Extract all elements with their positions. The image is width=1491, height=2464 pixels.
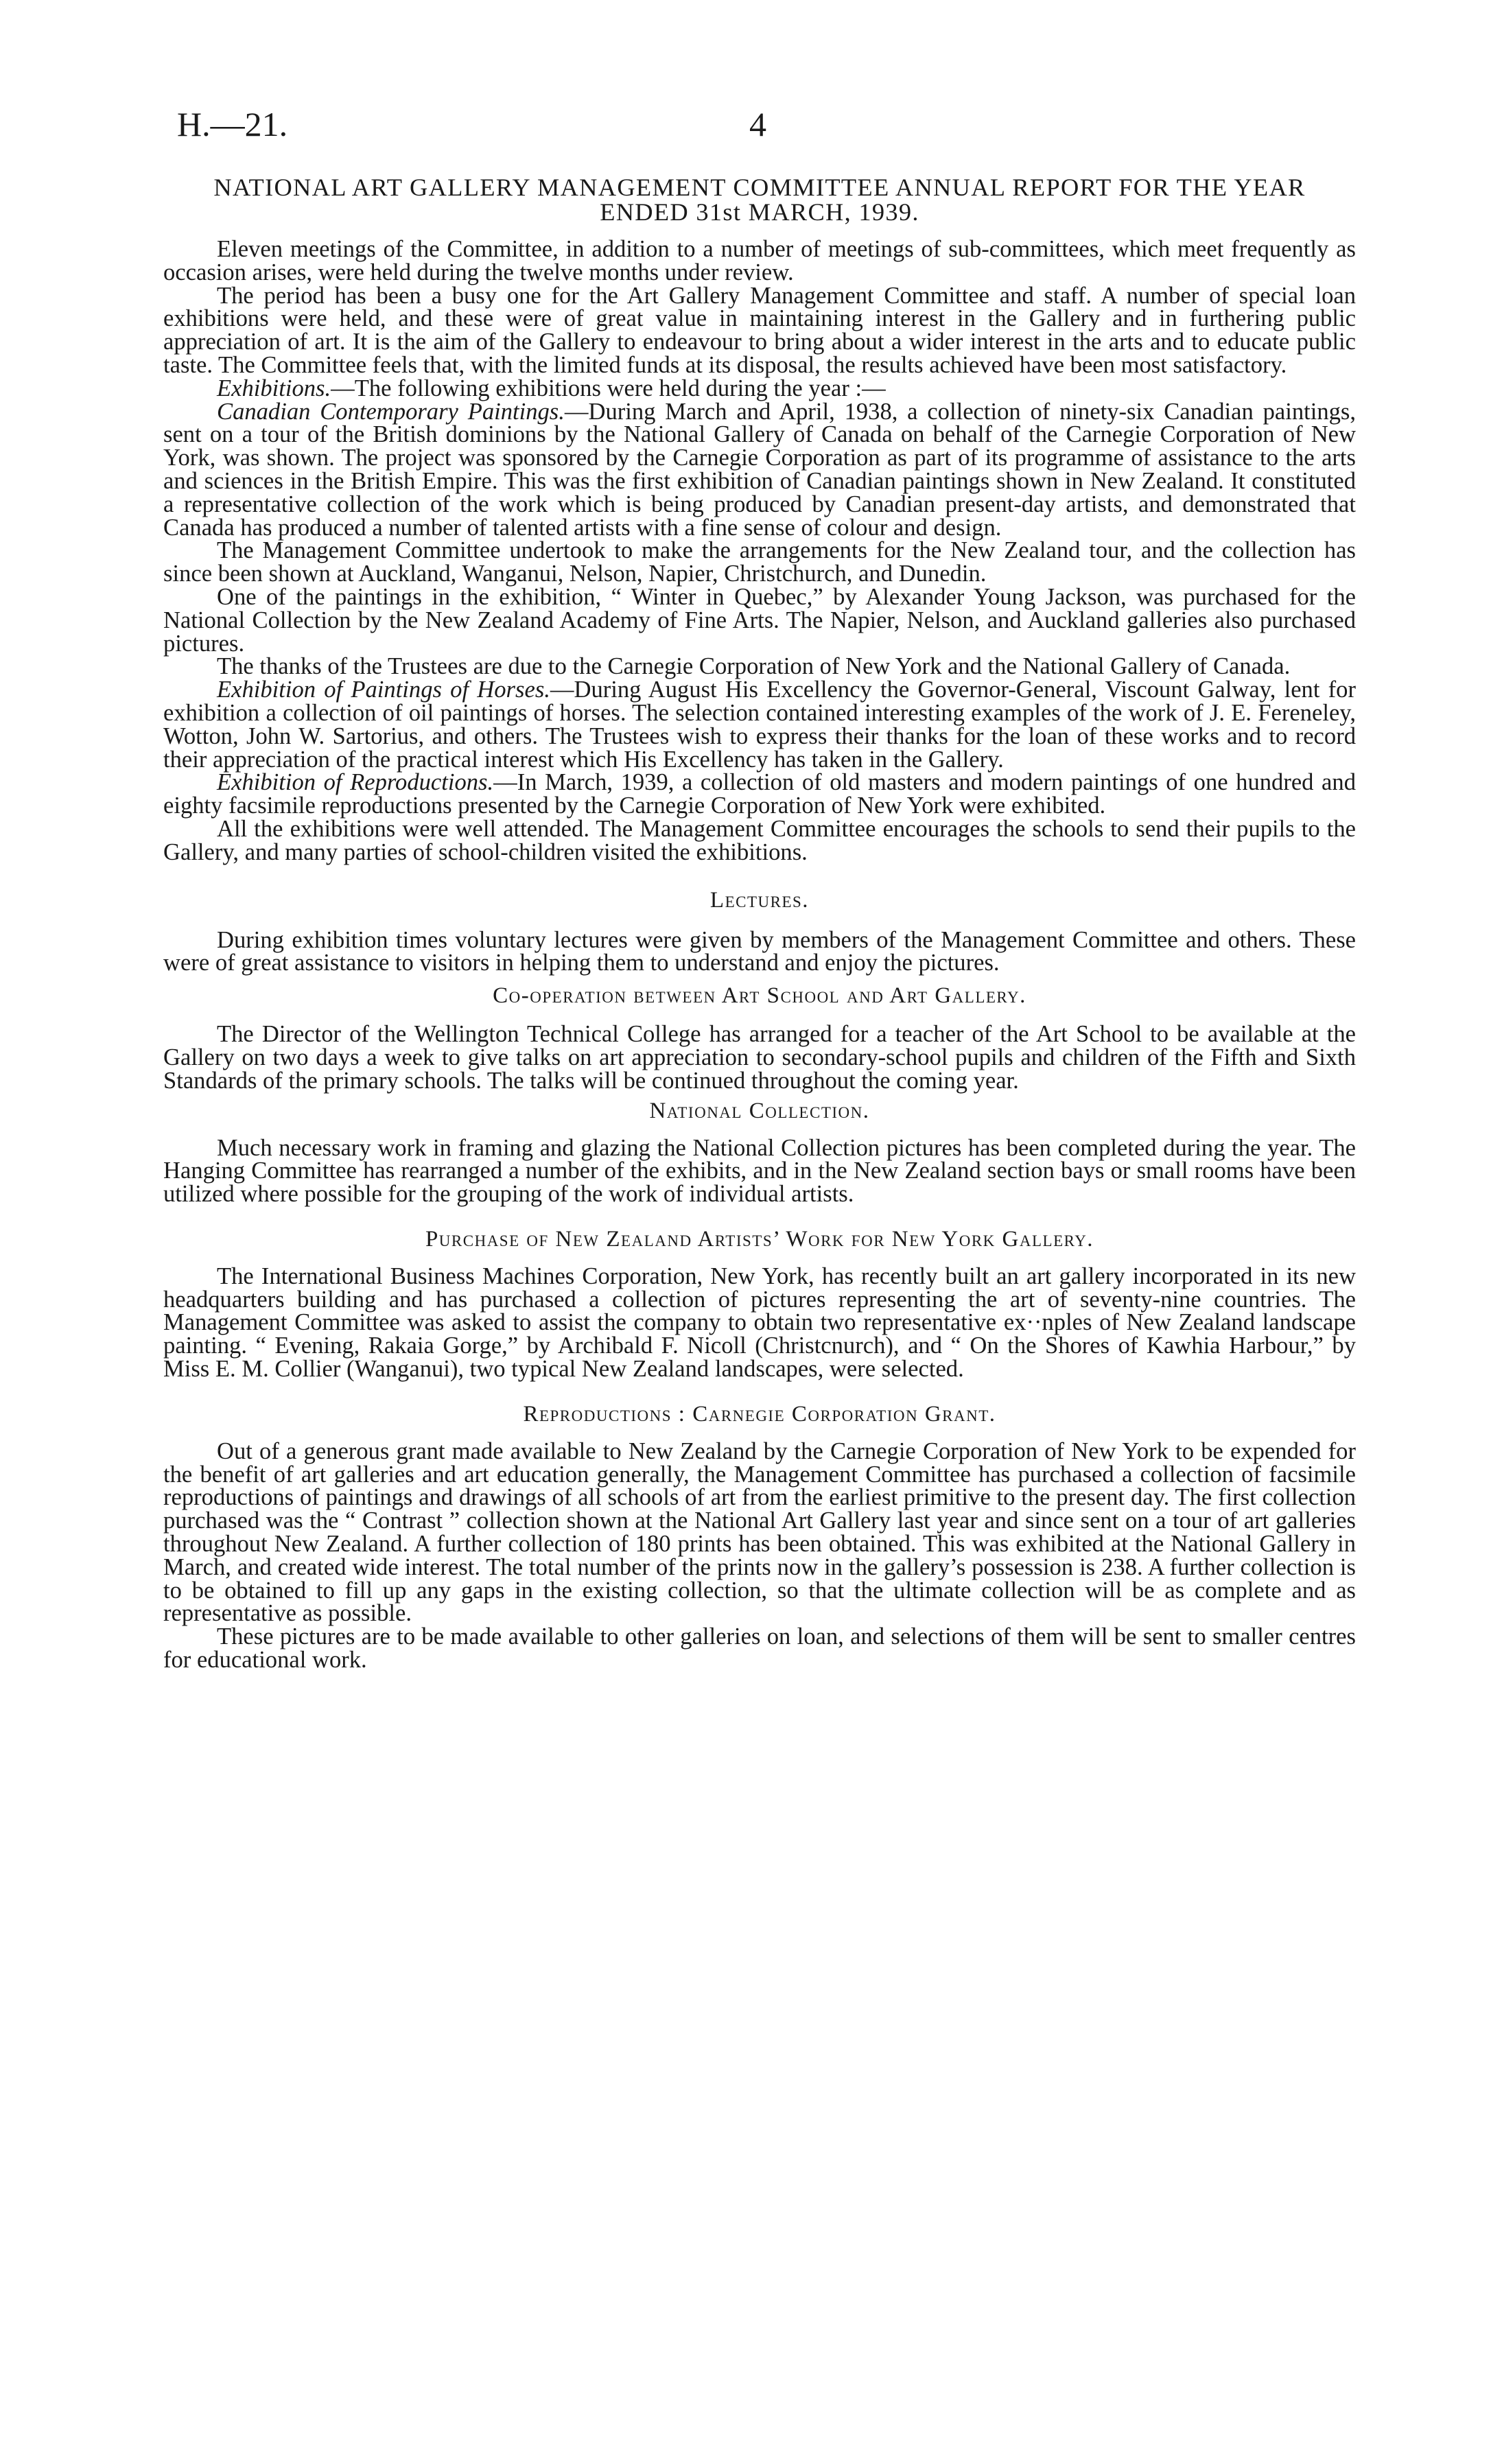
report-body [163,175,1356,1672]
paragraph-national-collection: Much necessary work in framing and glazing the National Collection pictures has been completed during the year. The Hanging Committee has rearranged a number of the exhibits, and in the New Zealand section bays or small rooms have been utilized where possible for the grouping of the work of individual artists. [163,1134,1356,1208]
paragraph-canadian-paintings [163,398,1357,541]
report-title: NATIONAL ART GALLERY MANAGEMENT COMMITTEE ANNUAL REPORT FOR THE YEAR ENDED 31st MARCH, 1939. [213,174,1306,226]
run-in-heading-exhibitions: Exhibitions. [217,375,331,401]
section-heading-national-collection: National Collection. [649,1098,870,1123]
section-heading-cooperation: Co-operation between Art School and Art Gallery. [493,983,1026,1009]
section-heading-purchase: Purchase of New Zealand Artists’ Work for New York Gallery. [425,1226,1094,1252]
paragraph-thanks: The thanks of the Trustees are due to the Carnegie Corporation of New York and the National Gallery of Canada. [217,653,1291,680]
running-head [177,104,1357,152]
paragraph-loans: These pictures are to be made available to other galleries on loan, and selections of them will be sent to smaller centres for educational work. [163,1623,1356,1674]
section-heading-reproductions: Reproductions : Carnegie Corporation Grant. [523,1401,996,1427]
paragraph-text: —The following exhibitions were held during the year :— [331,375,886,401]
paragraph-reproductions-exhibition [163,771,1356,818]
document-number: H.—21. [177,105,288,143]
paragraph-text: —During March and April, 1938, a collection of ninety-six Canadian paintings, sent on a tour of the British dominions by the National Gallery of Canada on behalf of the Carnegie Corporation of New York, was shown. The project was sponsored by the Carnegie Corporation as part of its programme of assistance to the arts and sciences in the British Empire. This was the first exhibition of Canadian paintings shown in New Zealand. It constituted a representative collection of the work which is being produced by Canadian present-day artists, and demonstrated that Canada has produced a number of talented artists with a fine sense of colour and design. [163,398,1357,541]
paragraph-winter-in-quebec: One of the paintings in the exhibition, “ Winter in Quebec,” by Alexander Young Jackson, was purchased for the National Collection by the New Zealand Academy of Fine Arts. The Napier, Nelson, and Auckland galleries also purchased pictures. [163,583,1356,657]
section-heading-lectures: Lectures. [709,887,810,913]
paragraph-text: —During August His Excellency the Governor-General, Viscount Galway, lent for exhibition a collection of oil paintings of horses. The selection contained interesting examples of the work of J. E. Fereneley, Wotton, John W. Sartorius, and others. The Trustees wish to express their thanks for the loan of these works and to record their appreciation of the practical interest which His Excellency has taken in the Gallery. [163,677,1356,773]
page-number: 4 [749,105,766,143]
paragraph-busy-period: The period has been a busy one for the Art Gallery Management Committee and staff. A number of special loan exhibitions were held, and these were of great value in maintaining interest in the Gallery and in furthering public appreciation of art. It is the aim of the Gallery to endeavour to bring about a wider interest in the arts and to educate public taste. The Committee feels that, with the limited funds at its disposal, the results achieved have been most satisfactory. [163,282,1356,378]
paragraph-text: —In March, 1939, a collection of old masters and modern paintings of one hundred and eighty facsimile reproductions presented by the Carnegie Corporation of New York were exhibited. [163,769,1356,819]
paragraph-carnegie-grant: Out of a generous grant made available to New Zealand by the Carnegie Corporation of New York to be expended for the benefit of art galleries and art education generally, the Management Committee has purchased a collection of facsimile reproductions of paintings and drawings of all schools of art from the earliest primitive to the present day. The first collection purchased was the “ Contrast ” collection shown at the National Art Gallery last year and since sent on a tour of art galleries throughout New Zealand. A further collection of 180 prints has been obtained. This was exhibited at the National Gallery in March, and created wide interest. The total number of the prints now in the gallery’s possession is 238. A further collection is to be obtained to fill up any gaps in the existing collection, so that the ultimate collection will be as complete and as representative as possible. [163,1438,1356,1627]
paragraph-attendance: All the exhibitions were well attended. The Management Committee encourages the schools to send their pupils to the Gallery, and many parties of school-children visited the exhibitions. [163,815,1356,865]
paragraph-purchase: The International Business Machines Corporation, New York, has recently built an art gallery incorporated in its new headquarters building and has purchased a collection of pictures representing the art of seventy-nine countries. The Management Committee was asked to assist the company to obtain two representative ex··nples of New Zealand landscape painting. “ Evening, Rakaia Gorge,” by Archibald F. Nicoll (Christcnurch), and “ On the Shores of Kawhia Harbour,” by Miss E. M. Collier (Wanganui), two typical New Zealand landscapes, were selected. [163,1263,1356,1383]
run-in-heading-canadian: Canadian Contemporary Paintings. [217,398,565,425]
paragraph-horses [163,679,1356,771]
paragraph-lectures: During exhibition times voluntary lectures were given by members of the Management Committee and others. These were of great assistance to visitors in helping them to understand and enjoy the pictures. [163,926,1356,976]
paragraph-cooperation: The Director of the Wellington Technical College has arranged for a teacher of the Art School to be available at the Gallery on two days a week to give talks on art appreciation to secondary-school pupils and children of the Fifth and Sixth Standards of the primary schools. The talks will be continued throughout the coming year. [163,1021,1356,1094]
paragraph-meetings: Eleven meetings of the Committee, in addition to a number of meetings of sub-committees, which meet frequently as occasion arises, were held during the twelve months under review. [163,236,1356,285]
run-in-heading-horses: Exhibition of Paintings of Horses. [217,677,550,703]
paragraph-nz-tour: The Management Committee undertook to make the arrangements for the New Zealand tour, and the collection has since been shown at Auckland, Wanganui, Nelson, Napier, Christchurch, and Dunedin. [163,537,1356,587]
run-in-heading-reproductions: Exhibition of Reproductions. [217,769,494,796]
paragraph-exhibitions-intro [163,377,1356,401]
